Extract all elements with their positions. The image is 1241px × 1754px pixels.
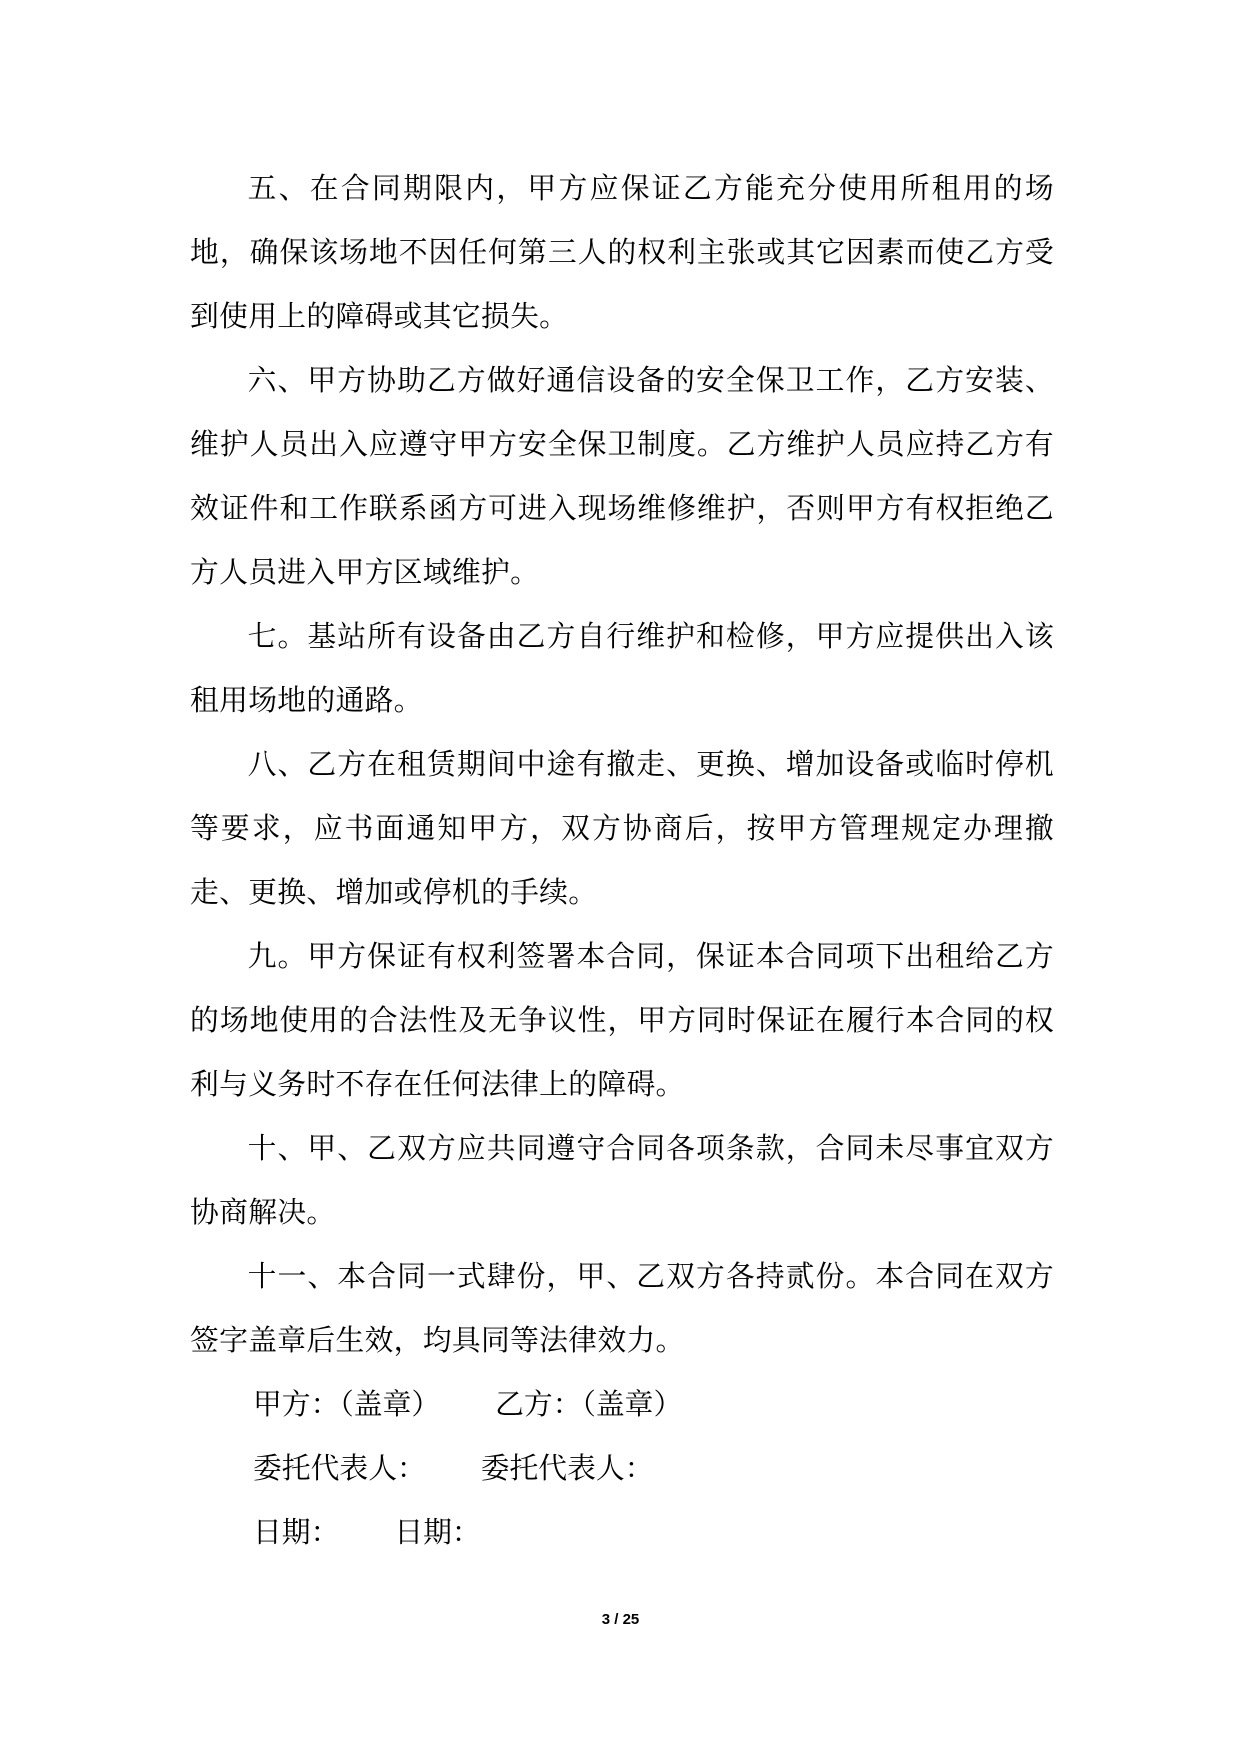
contract-body bbox=[190, 156, 1054, 1564]
seal-line: 甲方：（盖章） 乙方：（盖章） bbox=[253, 1387, 683, 1421]
clause-9: 九。甲方保证有权利签署本合同，保证本合同项下出租给乙方的场地使用的合法性及无争议性，甲方同时保证在履行本合同的权利与义务时不存在任何法律上的障碍。 bbox=[190, 939, 1054, 1101]
clause-5: 五、在合同期限内，甲方应保证乙方能充分使用所租用的场地，确保该场地不因任何第三人的权利主张或其它因素而使乙方受到使用上的障碍或其它损失。 bbox=[190, 171, 1054, 333]
signature-block bbox=[190, 1372, 1054, 1564]
clause-7: 七。基站所有设备由乙方自行维护和检修，甲方应提供出入该租用场地的通路。 bbox=[190, 619, 1054, 717]
clause-6: 六、甲方协助乙方做好通信设备的安全保卫工作，乙方安装、维护人员出入应遵守甲方安全保卫制度。乙方维护人员应持乙方有效证件和工作联系函方可进入现场维修维护，否则甲方有权拒绝乙方人员进入甲方区域维护。 bbox=[190, 363, 1054, 589]
date-line: 日期： 日期： bbox=[253, 1515, 481, 1549]
clause-11: 十一、本合同一式肆份，甲、乙双方各持贰份。本合同在双方签字盖章后生效，均具同等法律效力。 bbox=[190, 1259, 1054, 1357]
clause-10: 十、甲、乙双方应共同遵守合同各项条款，合同未尽事宜双方协商解决。 bbox=[190, 1131, 1054, 1229]
clause-8: 八、乙方在租赁期间中途有撤走、更换、增加设备或临时停机等要求，应书面通知甲方，双方协商后，按甲方管理规定办理撤走、更换、增加或停机的手续。 bbox=[190, 747, 1054, 909]
page-number: 3 / 25 bbox=[601, 1611, 640, 1628]
representative-line: 委托代表人： 委托代表人： bbox=[253, 1451, 654, 1485]
